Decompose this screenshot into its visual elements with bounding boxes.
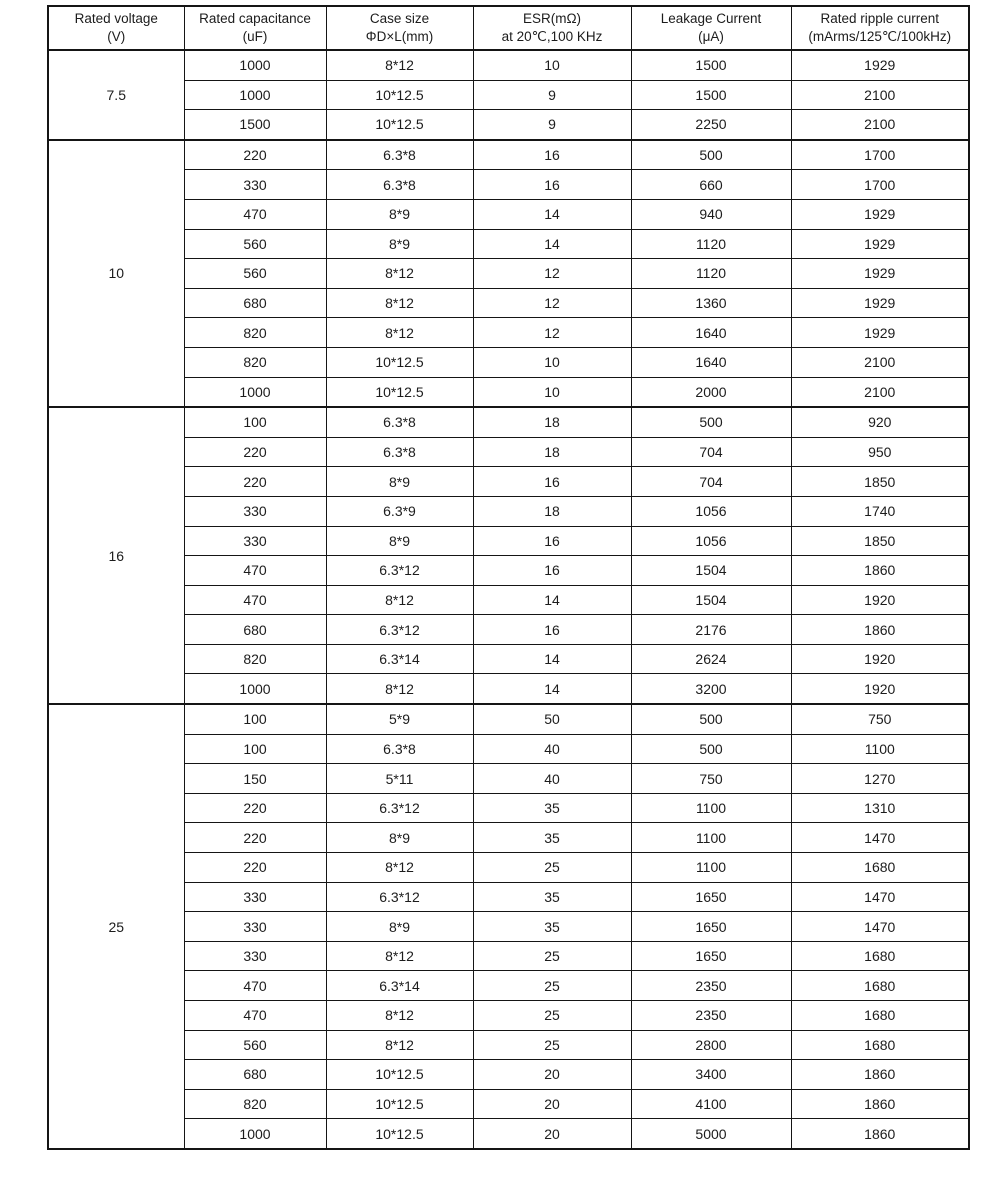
case-size-cell: 8*9 [326,823,473,853]
esr-cell: 16 [473,467,631,497]
table-row [48,288,969,318]
ripple-current-cell: 950 [791,437,969,467]
esr-cell: 14 [473,644,631,674]
header-unit: (V) [107,29,126,44]
table-row [48,941,969,971]
capacitance-cell: 680 [184,1060,326,1090]
case-size-cell: 6.3*8 [326,437,473,467]
esr-cell: 14 [473,199,631,229]
esr-cell: 50 [473,704,631,734]
table-row [48,615,969,645]
ripple-current-cell: 1680 [791,1030,969,1060]
esr-cell: 14 [473,674,631,704]
table-row [48,199,969,229]
capacitance-cell: 470 [184,199,326,229]
capacitance-cell: 100 [184,407,326,437]
leakage-current-cell: 4100 [631,1089,791,1119]
capacitance-cell: 220 [184,823,326,853]
leakage-current-cell: 704 [631,437,791,467]
ripple-current-cell: 1929 [791,50,969,80]
capacitor-spec-table [47,5,970,1150]
esr-cell: 16 [473,526,631,556]
case-size-cell: 8*12 [326,674,473,704]
capacitance-cell: 560 [184,1030,326,1060]
ripple-current-cell: 1680 [791,853,969,883]
esr-cell: 12 [473,288,631,318]
esr-cell: 35 [473,912,631,942]
header-unit: at 20℃,100 KHz [501,29,603,44]
leakage-current-cell: 2250 [631,110,791,140]
table-row [48,1089,969,1119]
ripple-current-cell: 1929 [791,199,969,229]
ripple-current-cell: 1310 [791,793,969,823]
table-row [48,496,969,526]
leakage-current-cell: 1500 [631,80,791,110]
table-row [48,853,969,883]
ripple-current-cell: 1929 [791,288,969,318]
esr-cell: 25 [473,1030,631,1060]
ripple-current-cell: 2100 [791,377,969,407]
capacitance-cell: 560 [184,229,326,259]
table-row [48,1001,969,1031]
esr-cell: 16 [473,615,631,645]
ripple-current-cell: 1700 [791,140,969,170]
ripple-current-cell: 1860 [791,1060,969,1090]
leakage-current-cell: 1650 [631,912,791,942]
case-size-cell: 8*12 [326,1030,473,1060]
leakage-current-cell: 2624 [631,644,791,674]
ripple-current-cell: 1920 [791,644,969,674]
capacitance-cell: 1500 [184,110,326,140]
table-row [48,1060,969,1090]
table-row [48,467,969,497]
case-size-cell: 8*12 [326,853,473,883]
ripple-current-cell: 1860 [791,615,969,645]
ripple-current-cell: 1860 [791,556,969,586]
table-row [48,704,969,734]
ripple-current-cell: 2100 [791,110,969,140]
esr-cell: 18 [473,496,631,526]
case-size-cell: 8*9 [326,199,473,229]
capacitance-cell: 1000 [184,1119,326,1149]
leakage-current-cell: 1100 [631,793,791,823]
leakage-current-cell: 1504 [631,556,791,586]
case-size-cell: 6.3*9 [326,496,473,526]
case-size-cell: 6.3*12 [326,556,473,586]
header-ripple-current [791,6,969,50]
ripple-current-cell: 1850 [791,467,969,497]
capacitance-cell: 560 [184,259,326,289]
capacitance-cell: 330 [184,882,326,912]
ripple-current-cell: 750 [791,704,969,734]
esr-cell: 18 [473,407,631,437]
header-rated-voltage [48,6,184,50]
table-row [48,764,969,794]
esr-cell: 12 [473,259,631,289]
case-size-cell: 8*12 [326,288,473,318]
capacitance-cell: 220 [184,853,326,883]
table-row [48,407,969,437]
ripple-current-cell: 1740 [791,496,969,526]
leakage-current-cell: 500 [631,704,791,734]
table-row [48,585,969,615]
case-size-cell: 5*9 [326,704,473,734]
leakage-current-cell: 940 [631,199,791,229]
capacitance-cell: 330 [184,496,326,526]
capacitance-cell: 220 [184,467,326,497]
capacitance-cell: 1000 [184,50,326,80]
esr-cell: 9 [473,80,631,110]
capacitance-cell: 330 [184,912,326,942]
header-label: Case size [369,10,430,26]
voltage-group-cell: 16 [48,407,184,704]
table-row [48,50,969,80]
table-row [48,674,969,704]
case-size-cell: 10*12.5 [326,377,473,407]
header-label: Rated capacitance [199,10,311,26]
esr-cell: 25 [473,853,631,883]
case-size-cell: 8*12 [326,585,473,615]
leakage-current-cell: 1100 [631,853,791,883]
ripple-current-cell: 1470 [791,912,969,942]
table-row [48,556,969,586]
case-size-cell: 8*9 [326,912,473,942]
esr-cell: 16 [473,140,631,170]
header-label: Rated voltage [74,10,158,26]
leakage-current-cell: 500 [631,140,791,170]
header-unit: (uF) [242,29,268,44]
table-row [48,1119,969,1149]
table-row [48,1030,969,1060]
case-size-cell: 10*12.5 [326,1089,473,1119]
esr-cell: 20 [473,1060,631,1090]
ripple-current-cell: 1680 [791,1001,969,1031]
ripple-current-cell: 1270 [791,764,969,794]
table-row [48,526,969,556]
header-rated-capacitance [184,6,326,50]
leakage-current-cell: 1360 [631,288,791,318]
esr-cell: 10 [473,377,631,407]
ripple-current-cell: 1920 [791,585,969,615]
case-size-cell: 6.3*12 [326,615,473,645]
leakage-current-cell: 1650 [631,882,791,912]
table-row [48,882,969,912]
case-size-cell: 6.3*8 [326,170,473,200]
case-size-cell: 10*12.5 [326,347,473,377]
capacitance-cell: 820 [184,644,326,674]
leakage-current-cell: 1120 [631,259,791,289]
leakage-current-cell: 1056 [631,526,791,556]
header-label: ESR(mΩ) [522,10,582,26]
table-row [48,734,969,764]
table-row [48,971,969,1001]
esr-cell: 40 [473,734,631,764]
capacitance-cell: 100 [184,734,326,764]
leakage-current-cell: 1650 [631,941,791,971]
leakage-current-cell: 3200 [631,674,791,704]
table-row [48,318,969,348]
header-row [48,6,969,50]
header-unit: ΦD×L(mm) [365,29,434,44]
table-row [48,644,969,674]
case-size-cell: 8*12 [326,941,473,971]
capacitance-cell: 100 [184,704,326,734]
capacitance-cell: 1000 [184,674,326,704]
capacitance-cell: 820 [184,318,326,348]
case-size-cell: 8*12 [326,259,473,289]
ripple-current-cell: 1860 [791,1089,969,1119]
ripple-current-cell: 1470 [791,823,969,853]
capacitance-cell: 330 [184,941,326,971]
esr-cell: 35 [473,882,631,912]
ripple-current-cell: 1100 [791,734,969,764]
esr-cell: 35 [473,823,631,853]
case-size-cell: 10*12.5 [326,80,473,110]
header-unit: (mArms/125℃/100kHz) [808,29,952,44]
esr-cell: 20 [473,1089,631,1119]
header-case-size [326,6,473,50]
case-size-cell: 10*12.5 [326,1060,473,1090]
esr-cell: 10 [473,50,631,80]
leakage-current-cell: 2000 [631,377,791,407]
table-row [48,347,969,377]
capacitance-cell: 330 [184,526,326,556]
leakage-current-cell: 2350 [631,971,791,1001]
leakage-current-cell: 750 [631,764,791,794]
leakage-current-cell: 1500 [631,50,791,80]
case-size-cell: 8*9 [326,467,473,497]
ripple-current-cell: 1929 [791,318,969,348]
case-size-cell: 6.3*8 [326,734,473,764]
capacitance-cell: 220 [184,793,326,823]
ripple-current-cell: 1700 [791,170,969,200]
table-row [48,80,969,110]
table-row [48,110,969,140]
case-size-cell: 8*9 [326,526,473,556]
esr-cell: 16 [473,170,631,200]
capacitance-cell: 470 [184,585,326,615]
capacitance-cell: 330 [184,170,326,200]
capacitance-cell: 1000 [184,377,326,407]
esr-cell: 9 [473,110,631,140]
esr-cell: 14 [473,585,631,615]
ripple-current-cell: 1929 [791,259,969,289]
case-size-cell: 8*12 [326,318,473,348]
table-row [48,229,969,259]
header-unit: (μA) [698,29,724,44]
table-row [48,170,969,200]
esr-cell: 35 [473,793,631,823]
table-row [48,140,969,170]
ripple-current-cell: 1850 [791,526,969,556]
case-size-cell: 6.3*8 [326,407,473,437]
ripple-current-cell: 2100 [791,347,969,377]
header-label: Leakage Current [660,10,762,26]
table-row [48,437,969,467]
ripple-current-cell: 1929 [791,229,969,259]
capacitance-cell: 470 [184,971,326,1001]
header-esr [473,6,631,50]
case-size-cell: 8*12 [326,1001,473,1031]
capacitance-cell: 470 [184,556,326,586]
case-size-cell: 6.3*14 [326,644,473,674]
header-leakage-current [631,6,791,50]
table-body [48,50,969,1149]
leakage-current-cell: 1100 [631,823,791,853]
esr-cell: 16 [473,556,631,586]
leakage-current-cell: 3400 [631,1060,791,1090]
table-row [48,823,969,853]
capacitance-cell: 1000 [184,80,326,110]
leakage-current-cell: 704 [631,467,791,497]
leakage-current-cell: 660 [631,170,791,200]
case-size-cell: 8*9 [326,229,473,259]
capacitance-cell: 470 [184,1001,326,1031]
capacitance-cell: 680 [184,615,326,645]
capacitance-cell: 820 [184,1089,326,1119]
ripple-current-cell: 2100 [791,80,969,110]
leakage-current-cell: 500 [631,407,791,437]
leakage-current-cell: 2800 [631,1030,791,1060]
leakage-current-cell: 1640 [631,318,791,348]
case-size-cell: 10*12.5 [326,1119,473,1149]
table-row [48,259,969,289]
table-row [48,793,969,823]
voltage-group-cell: 25 [48,704,184,1149]
esr-cell: 25 [473,1001,631,1031]
ripple-current-cell: 1860 [791,1119,969,1149]
case-size-cell: 6.3*8 [326,140,473,170]
case-size-cell: 6.3*12 [326,882,473,912]
esr-cell: 40 [473,764,631,794]
case-size-cell: 10*12.5 [326,110,473,140]
capacitance-cell: 220 [184,437,326,467]
esr-cell: 25 [473,971,631,1001]
leakage-current-cell: 2176 [631,615,791,645]
esr-cell: 25 [473,941,631,971]
leakage-current-cell: 5000 [631,1119,791,1149]
ripple-current-cell: 1680 [791,941,969,971]
esr-cell: 12 [473,318,631,348]
leakage-current-cell: 1056 [631,496,791,526]
esr-cell: 14 [473,229,631,259]
case-size-cell: 8*12 [326,50,473,80]
header-label: Rated ripple current [820,10,940,26]
leakage-current-cell: 1640 [631,347,791,377]
esr-cell: 18 [473,437,631,467]
capacitance-cell: 150 [184,764,326,794]
capacitance-cell: 820 [184,347,326,377]
case-size-cell: 5*11 [326,764,473,794]
leakage-current-cell: 1120 [631,229,791,259]
voltage-group-cell: 7.5 [48,50,184,140]
ripple-current-cell: 1920 [791,674,969,704]
table-row [48,377,969,407]
esr-cell: 20 [473,1119,631,1149]
leakage-current-cell: 1504 [631,585,791,615]
capacitance-cell: 680 [184,288,326,318]
leakage-current-cell: 500 [631,734,791,764]
leakage-current-cell: 2350 [631,1001,791,1031]
ripple-current-cell: 920 [791,407,969,437]
case-size-cell: 6.3*14 [326,971,473,1001]
ripple-current-cell: 1470 [791,882,969,912]
esr-cell: 10 [473,347,631,377]
table-row [48,912,969,942]
ripple-current-cell: 1680 [791,971,969,1001]
case-size-cell: 6.3*12 [326,793,473,823]
capacitance-cell: 220 [184,140,326,170]
voltage-group-cell: 10 [48,140,184,407]
